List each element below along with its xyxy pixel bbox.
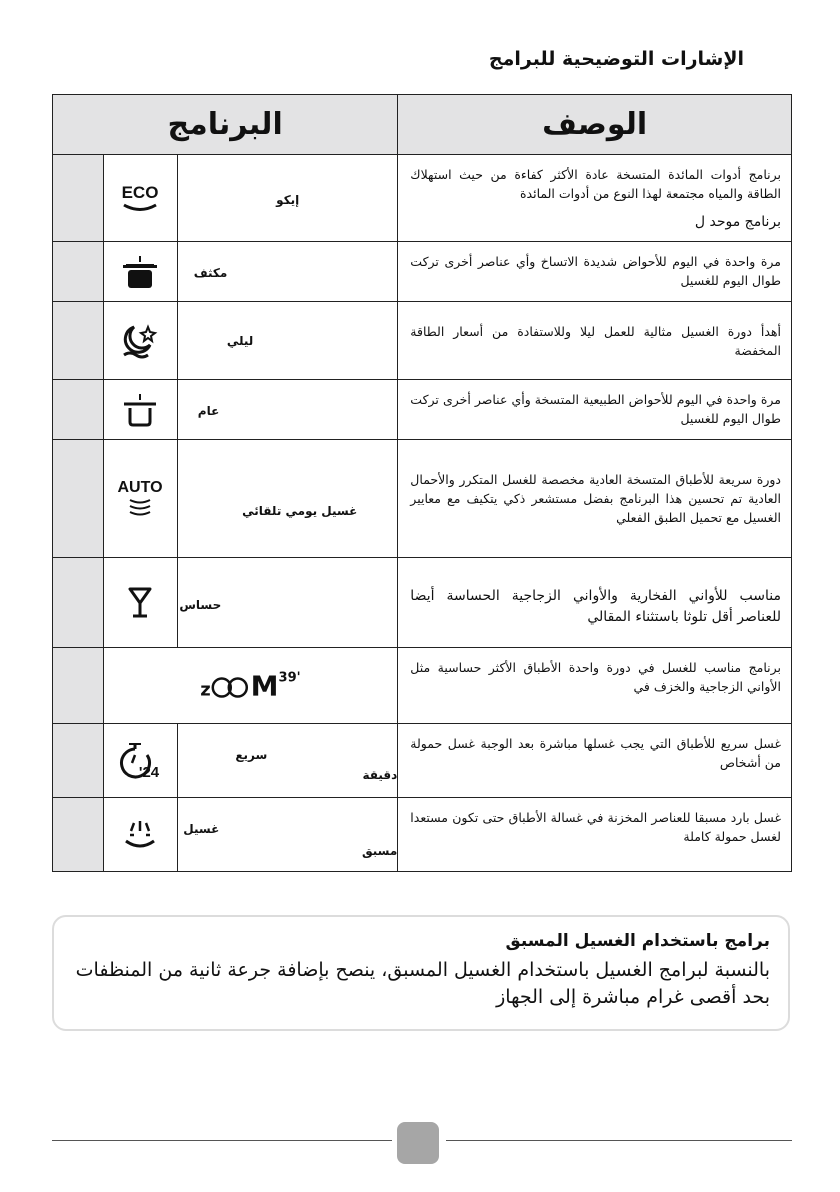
row-number-cell bbox=[53, 648, 104, 724]
svg-text:ECO: ECO bbox=[121, 183, 159, 202]
header-description: الوصف bbox=[398, 95, 792, 155]
table-row bbox=[53, 558, 792, 648]
program-name: ليلي bbox=[226, 334, 254, 348]
program-name-cell bbox=[178, 798, 398, 872]
table-row bbox=[53, 302, 792, 380]
table-header-row bbox=[53, 95, 792, 155]
normal-pot-icon bbox=[104, 392, 178, 428]
program-icon-cell bbox=[103, 380, 178, 440]
description-text: غسل سريع للأطباق التي يجب غسلها مباشرة بعد الوجبة غسل حمولة من أشخاص bbox=[410, 736, 781, 770]
program-name-cell bbox=[178, 302, 398, 380]
description-text: غسل بارد مسبقا للعناصر المخزنة في غسالة الأطباق حتى تكون مستعدا لغسل حمولة كاملة bbox=[410, 810, 781, 844]
row-description bbox=[398, 798, 792, 872]
row-number-cell bbox=[53, 242, 104, 302]
row-number-cell bbox=[53, 798, 104, 872]
program-icon-cell bbox=[103, 440, 178, 558]
row-description bbox=[398, 242, 792, 302]
zoom-logo-cell bbox=[103, 648, 398, 724]
row-number-cell bbox=[53, 724, 104, 798]
table-row bbox=[53, 648, 792, 724]
description-text: أهدأ دورة الغسيل مثالية للعمل ليلا وللاستفادة من أسعار الطاقة المخفضة bbox=[410, 324, 781, 358]
intensive-pot-icon bbox=[104, 254, 178, 290]
program-icon-cell bbox=[103, 242, 178, 302]
program-name-cell bbox=[178, 440, 398, 558]
row-description bbox=[398, 440, 792, 558]
program-icon-cell bbox=[103, 302, 178, 380]
svg-text:AUTO: AUTO bbox=[117, 478, 163, 496]
table-row bbox=[53, 242, 792, 302]
program-name-cell bbox=[178, 558, 398, 648]
notice-body: بالنسبة لبرامج الغسيل باستخدام الغسيل المسبق، ينصح بإضافة جرعة ثانية من المنظفات بحد أقصى غرام مباشرة إلى الجهاز bbox=[75, 959, 770, 1008]
row-description bbox=[398, 302, 792, 380]
svg-text:24': 24' bbox=[139, 763, 160, 781]
table-row bbox=[53, 440, 792, 558]
program-icon-cell bbox=[103, 724, 178, 798]
row-description bbox=[398, 724, 792, 798]
table-row bbox=[53, 724, 792, 798]
row-number-cell bbox=[53, 380, 104, 440]
program-name: سريع bbox=[235, 748, 268, 762]
header-program: البرنامج bbox=[53, 95, 398, 155]
program-icon-cell bbox=[103, 155, 178, 242]
program-name-second: مسبق bbox=[361, 844, 398, 858]
row-description bbox=[398, 380, 792, 440]
program-name: حساس bbox=[179, 598, 222, 612]
notice-title: برامج باستخدام الغسيل المسبق bbox=[505, 931, 770, 951]
row-number-cell bbox=[53, 440, 104, 558]
program-name-cell bbox=[178, 242, 398, 302]
table-row bbox=[53, 798, 792, 872]
program-name-cell bbox=[178, 380, 398, 440]
timer-24-icon bbox=[104, 741, 178, 781]
row-description bbox=[398, 648, 792, 724]
program-name-cell bbox=[178, 724, 398, 798]
row-number-cell bbox=[53, 302, 104, 380]
auto-icon bbox=[104, 476, 178, 522]
programs-table bbox=[52, 94, 792, 872]
page-title: الإشارات التوضيحية للبرامج bbox=[488, 48, 744, 70]
program-name: عام bbox=[197, 404, 220, 418]
eco-icon bbox=[104, 178, 178, 218]
description-text: دورة سريعة للأطباق المتسخة العادية مخصصة للغسل المتكرر والأحمال العادية تم تحسين هذا البرنامج بفضل مستشعر ذكي يتكيف مع معايير الغسيل مع تحميل الطبق الفعلي bbox=[410, 472, 781, 525]
night-moon-icon bbox=[104, 321, 178, 361]
program-name: إيكو bbox=[276, 193, 300, 207]
row-number-cell bbox=[53, 155, 104, 242]
row-description bbox=[398, 155, 792, 242]
program-name: غسيل bbox=[183, 822, 220, 836]
table-row bbox=[53, 155, 792, 242]
table-row bbox=[53, 380, 792, 440]
prewash-notice-box bbox=[52, 915, 790, 1031]
description-text: برنامج أدوات المائدة المتسخة عادة الأكثر كفاءة من حيث استهلاك الطاقة والمياه مجتمعة لهذا النوع من أدوات المائدة bbox=[410, 167, 781, 201]
page-number-badge bbox=[397, 1122, 439, 1164]
program-icon-cell bbox=[103, 558, 178, 648]
footer-divider-right bbox=[446, 1140, 792, 1141]
delicate-glass-icon bbox=[104, 585, 178, 621]
footer-divider-left bbox=[52, 1140, 392, 1141]
description-text: مرة واحدة في اليوم للأحواض شديدة الاتساخ وأي عناصر أخرى تركت طوال اليوم للغسيل bbox=[410, 254, 781, 288]
zoom-39-logo: z $M^{39'}$ bbox=[200, 669, 301, 702]
program-icon-cell bbox=[103, 798, 178, 872]
description-text: مناسب للأواني الفخارية والأواني الزجاجية الحساسة أيضا للعناصر أقل تلوثا باستثناء المقالي bbox=[410, 588, 781, 625]
description-text: برنامج مناسب للغسل في دورة واحدة الأطباق الأكثر حساسية مثل الأواني الزجاجية والخزف في bbox=[410, 660, 781, 694]
description-note: برنامج موحد ل bbox=[694, 214, 781, 230]
program-name-second: دقيقة bbox=[362, 768, 398, 782]
prewash-icon bbox=[104, 817, 178, 853]
program-name-cell bbox=[178, 155, 398, 242]
row-number-cell bbox=[53, 558, 104, 648]
program-name: مكثف bbox=[193, 266, 228, 280]
row-description bbox=[398, 558, 792, 648]
program-name: غسيل يومي تلقائي bbox=[242, 504, 358, 518]
description-text: مرة واحدة في اليوم للأحواض الطبيعية المتسخة وأي عناصر أخرى تركت طوال اليوم للغسيل bbox=[410, 392, 781, 426]
